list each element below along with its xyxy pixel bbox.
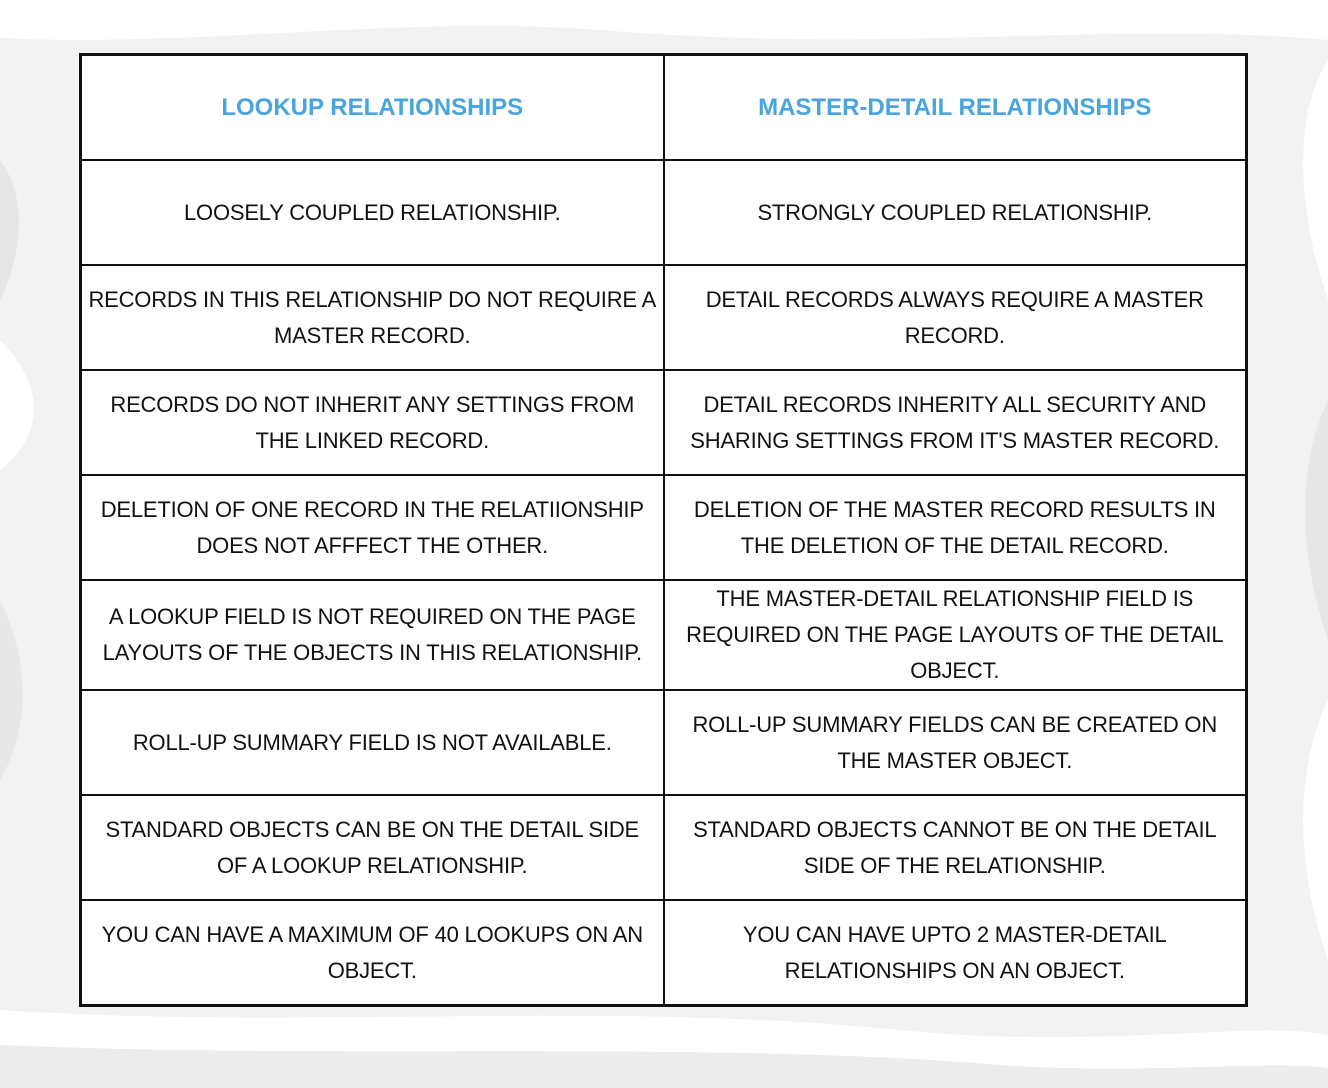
master-detail-cell: ROLL-UP SUMMARY FIELDS CAN BE CREATED ON THE MASTER OBJECT. [664, 690, 1247, 795]
master-detail-cell: THE MASTER-DETAIL RELATIONSHIP FIELD IS REQUIRED ON THE PAGE LAYOUTS OF THE DETAIL OBJECT. [664, 580, 1247, 690]
master-detail-cell: DELETION OF THE MASTER RECORD RESULTS IN THE DELETION OF THE DETAIL RECORD. [664, 475, 1247, 580]
master-detail-cell: DETAIL RECORDS INHERITY ALL SECURITY AND SHARING SETTINGS FROM IT'S MASTER RECORD. [664, 370, 1247, 475]
lookup-cell: RECORDS IN THIS RELATIONSHIP DO NOT REQUIRE A MASTER RECORD. [81, 265, 664, 370]
lookup-cell: A LOOKUP FIELD IS NOT REQUIRED ON THE PAGE LAYOUTS OF THE OBJECTS IN THIS RELATIONSHIP. [81, 580, 664, 690]
lookup-cell: RECORDS DO NOT INHERIT ANY SETTINGS FROM THE LINKED RECORD. [81, 370, 664, 475]
header-master-detail-relationships: MASTER-DETAIL RELATIONSHIPS [664, 55, 1247, 161]
lookup-cell: ROLL-UP SUMMARY FIELD IS NOT AVAILABLE. [81, 690, 664, 795]
lookup-cell: STANDARD OBJECTS CAN BE ON THE DETAIL SIDE OF A LOOKUP RELATIONSHIP. [81, 795, 664, 900]
table-header-row [81, 55, 1247, 161]
header-lookup-relationships: LOOKUP RELATIONSHIPS [81, 55, 664, 161]
table-row [81, 475, 1247, 580]
table-row [81, 900, 1247, 1006]
master-detail-cell: YOU CAN HAVE UPTO 2 MASTER-DETAIL RELATIONSHIPS ON AN OBJECT. [664, 900, 1247, 1006]
table-row [81, 690, 1247, 795]
master-detail-cell: STRONGLY COUPLED RELATIONSHIP. [664, 160, 1247, 265]
relationships-comparison-table [79, 53, 1248, 1007]
lookup-cell: LOOSELY COUPLED RELATIONSHIP. [81, 160, 664, 265]
table-row [81, 580, 1247, 690]
lookup-cell: YOU CAN HAVE A MAXIMUM OF 40 LOOKUPS ON AN OBJECT. [81, 900, 664, 1006]
table-row [81, 160, 1247, 265]
master-detail-cell: DETAIL RECORDS ALWAYS REQUIRE A MASTER RECORD. [664, 265, 1247, 370]
master-detail-cell: STANDARD OBJECTS CANNOT BE ON THE DETAIL SIDE OF THE RELATIONSHIP. [664, 795, 1247, 900]
table-row [81, 265, 1247, 370]
table-row [81, 370, 1247, 475]
table-row [81, 795, 1247, 900]
lookup-cell: DELETION OF ONE RECORD IN THE RELATIIONSHIP DOES NOT AFFFECT THE OTHER. [81, 475, 664, 580]
